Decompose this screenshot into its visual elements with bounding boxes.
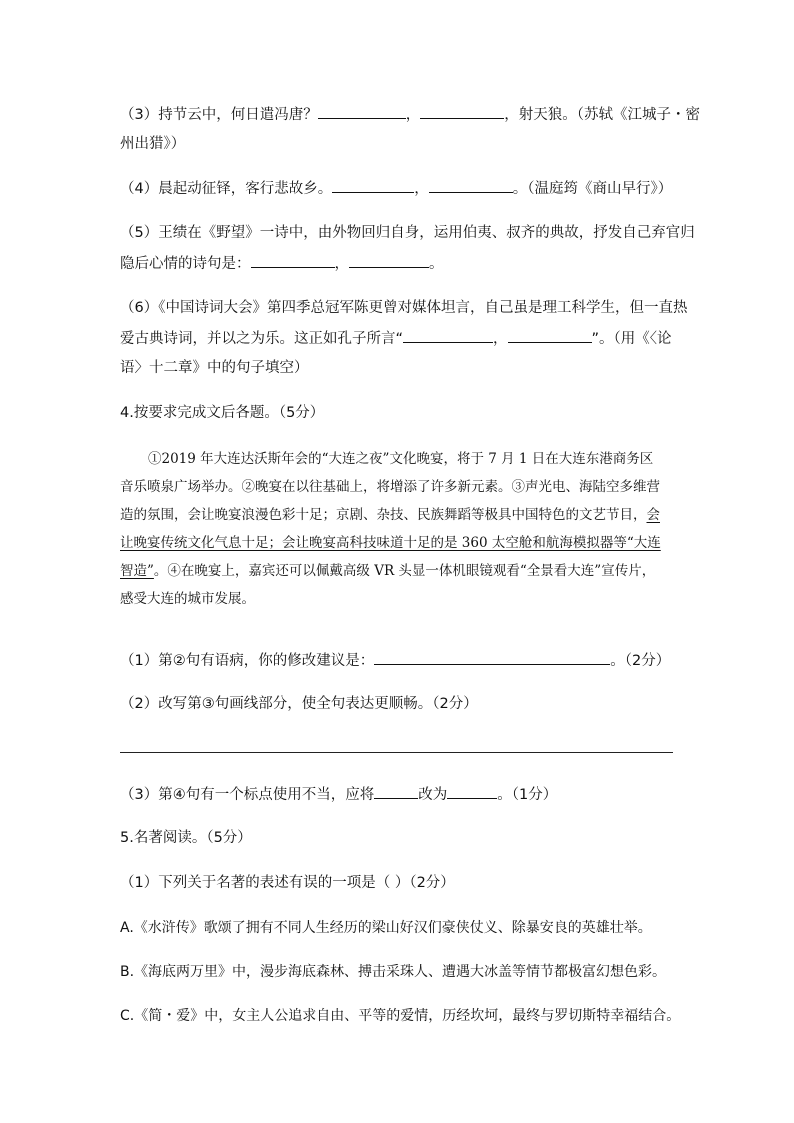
blank-4b[interactable] — [429, 178, 513, 193]
q3-item5-line2: 隐后心情的诗句是： ， 。 — [120, 253, 444, 274]
passage-line-5: 智造”。④在晚宴上，嘉宾还可以佩戴高级 VR 头显一体机眼镜观看“全景看大连”宣传片， — [120, 563, 656, 579]
passage-line-6: 感受大连的城市发展。 — [120, 591, 255, 607]
q3-item6-line2: 爱古典诗词，并以之为乐。这正如孔子所言“ ， ”。（用《〈论 — [120, 328, 672, 349]
option-b: B.《海底两万里》中，漫步海底森林、搏击采珠人、遭遇大冰盖等情节都极富幻想色彩。 — [120, 964, 667, 980]
blank-6a[interactable] — [403, 328, 493, 343]
option-c: C.《简・爱》中，女主人公追求自由、平等的爱情，历经坎坷，最终与罗切斯特幸福结合。 — [120, 1008, 681, 1024]
answer-line-q4-2[interactable] — [120, 752, 673, 753]
q3-item6-line1: （6）《中国诗词大会》第四季总冠军陈更曾对媒体坦言，自己虽是理工科学生，但一直热 — [120, 300, 688, 316]
blank-3a[interactable] — [318, 104, 406, 119]
blank-5a[interactable] — [251, 253, 335, 268]
q3-item3-line1: （3）持节云中，何日遣冯唐？ ， ，射天狼。（苏轼《江城子・密 — [120, 104, 700, 125]
option-a: A.《水浒传》歌颂了拥有不同人生经历的梁山好汉们豪侠仗义、除暴安良的英雄壮举。 — [120, 920, 652, 936]
passage-line-1: ①2019 年大连达沃斯年会的“大连之夜”文化晚宴，将于 7 月 1 日在大连东港商务区 — [148, 451, 654, 467]
q5-sub1: （1）下列关于名著的表述有误的一项是（ ）（2分） — [120, 875, 455, 891]
q4-sub3: （3）第④句有一个标点使用不当，应将 改为 。（1分） — [120, 784, 557, 805]
q3-item4: （4）晨起动征铎，客行悲故乡。 ， 。（温庭筠《商山早行》） — [120, 178, 672, 199]
blank-4a[interactable] — [332, 178, 414, 193]
q3-item5-line1: （5）王绩在《野望》一诗中，由外物回归自身，运用伯夷、叔齐的典故，抒发自己弃官归 — [120, 225, 695, 241]
q4-sub1: （1）第②句有语病，你的修改建议是： 。（2分） — [120, 650, 670, 671]
q5-heading: 5.名著阅读。（5分） — [120, 830, 252, 846]
blank-q4-3a[interactable] — [374, 784, 418, 799]
blank-3b[interactable] — [420, 104, 504, 119]
passage-line-2: 音乐喷泉广场举办。②晚宴在以往基础上，将增添了许多新元素。③声光电、海陆空多维营 — [120, 479, 660, 495]
underlined-segment: 会 — [646, 507, 660, 523]
q4-heading: 4.按要求完成文后各题。（5分） — [120, 405, 325, 421]
passage-line-4-underlined: 让晚宴传统文化气息十足；会让晚宴高科技味道十足的是 360 太空舱和航海模拟器等“大连 — [120, 535, 661, 551]
blank-5b[interactable] — [349, 253, 429, 268]
underlined-segment: 智造” — [120, 563, 154, 579]
item3-prompt: （3）持节云中，何日遣冯唐？ — [120, 107, 318, 123]
q4-sub2: （2）改写第③句画线部分，使全句表达更顺畅。（2分） — [120, 696, 478, 712]
q3-item3-line2: 州出猎》） — [120, 136, 186, 152]
q3-item6-line3: 语〉十二章》中的句子填空） — [120, 360, 309, 376]
passage-line-3: 造的氛围，会让晚宴浪漫色彩十足；京剧、杂技、民族舞蹈等极具中国特色的文艺节目，会 — [120, 507, 660, 523]
blank-q4-1[interactable] — [374, 650, 610, 665]
blank-q4-3b[interactable] — [447, 784, 497, 799]
blank-6b[interactable] — [508, 328, 592, 343]
